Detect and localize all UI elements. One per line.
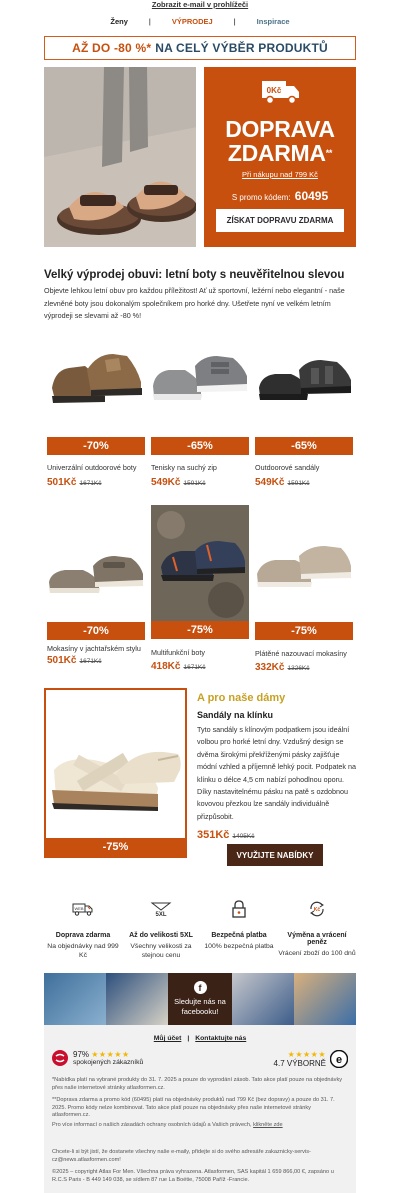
copyright: ©2025 – copyright Atlas For Men. Všechna práva vyhrazena. Atlasformen, SAS kapitál 1 659 866,00 €, zapsáno u R.C.S Paris - B 449 149 038, se sídlem 87 rue La Boétie, 75008 Paříž -Francie. (52, 1169, 334, 1183)
free-line-2: ZDARMA (227, 140, 326, 166)
trusted-shop-icon (330, 1050, 348, 1068)
sandal-feet-illustration (44, 67, 196, 247)
footer (44, 1025, 356, 1193)
privacy-link[interactable]: klikněte zde (253, 1122, 283, 1128)
price-current: 418Kč (151, 661, 181, 672)
featured-heading: A pro naše dámy (197, 692, 286, 704)
truck-label: 0Kč (266, 86, 282, 95)
stars-icon: ★★★★★ (287, 1050, 326, 1059)
stars-icon: ★★★★★ (91, 1050, 130, 1059)
intro-text: Objevte lehkou letní obuv pro každou příležitost! Ať už sportovní, ležérní nebo elegantní - naše zlevněné boty jsou dokonalým společníkem pro horké dny. Ušetřete nyní ve velkém letním výprodeji se slevami až -80 %! (44, 286, 345, 320)
price-old: 1326Kč (287, 665, 310, 672)
product-name: Multifunkční boty (151, 648, 205, 657)
product-image (47, 532, 145, 612)
price-old: 1671Kč (79, 480, 102, 487)
hero-sandals-photo[interactable] (44, 67, 196, 247)
product-price (151, 661, 249, 672)
svg-text:e: e (335, 1054, 343, 1066)
discount-badge: -65% (151, 437, 249, 455)
product-card[interactable] (151, 340, 249, 488)
velcro-sneakers-image (151, 340, 249, 420)
free-line-1: DOPRAVA (225, 116, 335, 142)
product-image (255, 532, 353, 612)
featured-image[interactable] (44, 688, 187, 858)
featured-discount-badge: -75% (46, 838, 185, 856)
satisfaction-label: spokojených zákazníků (73, 1059, 144, 1066)
benefit-returns (278, 898, 356, 960)
top-navigation (0, 9, 400, 33)
product-name: Plátěné nazouvací mokasíny (255, 649, 347, 658)
product-name: Univerzální outdoorové boty (47, 463, 137, 472)
benefit-title: Doprava zdarma (55, 932, 111, 939)
hero-section (44, 67, 356, 247)
legal-note-1: *Nabídka platí na vybrané produkty do 31. 7. 2025 a pouze do vyprodání zásob. Tato akce platí pouze na objednávky přes naše internetové stránky atlasformen.cz. (52, 1077, 343, 1091)
product-image (151, 340, 249, 420)
benefit-free-shipping (44, 898, 122, 960)
featured-name: Sandály na klínku (197, 710, 274, 720)
featured-description: Tyto sandály s klínovým podpatkem jsou ideální volbou pro horké letní dny. Vzdušný design se dvěma širokými překříženými pásky zajišťuje módní vzhled a příjemně lehký pocit. Podpatek na klínku o délce 4,5 cm nabízí pohodlnou oporu. Díky nastavitelnému pásku na patě s ozdobnou kovovou přezkou lze sandály individuálně přizpůsobit. (197, 725, 357, 821)
discount-badge: -75% (151, 621, 249, 639)
discount-badge: -70% (47, 437, 145, 455)
privacy-text: Pro více informací o našich zásadách ochrany osobních údajů a Vašich právech, (52, 1122, 252, 1128)
product-price (151, 477, 249, 488)
free-shipping-title (204, 117, 356, 165)
benefit-sizes (122, 898, 200, 960)
social-photo[interactable] (106, 973, 168, 1025)
section-title: Velký výprodej obuvi: letní boty s neuvěřitelnou slevou (44, 269, 345, 281)
facebook-follow-tile[interactable] (168, 973, 232, 1025)
nav-item-zeny[interactable]: Ženy (110, 16, 128, 26)
discount-badge: -75% (255, 622, 353, 640)
price-current: 351Kč (197, 829, 230, 842)
featured-product (44, 688, 356, 866)
rating-score: 4.7 VÝBORNĚ (273, 1059, 326, 1068)
price-current: 332Kč (255, 662, 285, 673)
price-old: 1405Kč (232, 833, 255, 841)
social-photo[interactable] (232, 973, 294, 1025)
free-sup: ** (325, 148, 333, 158)
price-old: 1591Kč (183, 480, 206, 487)
benefit-desc: 100% bezpečná platba (204, 943, 274, 950)
product-price (47, 477, 145, 488)
privacy-note (52, 1122, 348, 1130)
product-price (255, 477, 353, 488)
review-logo-icon (52, 1050, 68, 1066)
customer-satisfaction[interactable] (52, 1050, 143, 1066)
price-old: 1671Kč (183, 664, 206, 671)
product-card[interactable] (255, 532, 353, 673)
promo-code: 60495 (294, 189, 329, 203)
canvas-loafers-image (255, 532, 353, 612)
sale-banner[interactable] (44, 36, 356, 60)
product-card[interactable] (47, 532, 145, 666)
satisfaction-text (73, 1050, 143, 1066)
size-5xl-icon (150, 900, 172, 918)
price-current: 501Kč (47, 477, 77, 488)
benefit-secure-payment (200, 898, 278, 960)
wedge-sandals-image (46, 690, 185, 838)
delivery-truck-icon (261, 77, 301, 105)
product-name: Tenisky na suchý zip (151, 463, 217, 472)
banner-discount: AŽ DO -80 %* (72, 41, 152, 55)
benefit-title: Bezpečná platba (211, 932, 267, 939)
nav-item-inspirace[interactable]: Inspirace (256, 16, 290, 26)
free-shipping-box (204, 67, 356, 247)
social-photo[interactable] (44, 973, 106, 1025)
min-order-text: Při nákupu nad 799 Kč (242, 170, 318, 179)
contact-link[interactable]: Kontaktujte nás (195, 1035, 247, 1042)
padlock-icon (231, 900, 247, 918)
product-card[interactable] (151, 505, 249, 672)
price-old: 1591Kč (287, 480, 310, 487)
price-old: 1671Kč (79, 658, 102, 665)
benefit-title: Výměna a vrácení peněz (287, 932, 347, 946)
facebook-text: Sledujte nás na facebooku! (174, 997, 226, 1016)
footer-links: Můj účet | Kontaktujte nás (153, 1035, 247, 1042)
product-image (151, 505, 249, 621)
view-in-browser-link[interactable]: Zobrazit e-mail v prohlížeči (151, 0, 249, 9)
my-account-link[interactable]: Můj účet (153, 1035, 182, 1042)
multifunction-shoes-image (151, 505, 249, 621)
benefit-title: Až do velikosti 5XL (129, 932, 193, 939)
address-book-note: Chcete-li si být jistí, že dostanete všechny naše e-maily, přidejte si do svého adresáře zakaznicky-servis-cz@news.atlasformen.com! (52, 1149, 311, 1163)
nav-item-vyprodej[interactable]: VÝPRODEJ (171, 16, 213, 26)
product-price (47, 655, 145, 666)
product-name: Outdoorové sandály (255, 463, 320, 472)
web-truck-icon (72, 901, 94, 917)
featured-price (197, 829, 357, 841)
banner-text: NA CELÝ VÝBĚR PRODUKTŮ (155, 41, 328, 55)
price-current: 549Kč (151, 477, 181, 488)
discount-badge: -65% (255, 437, 353, 455)
svg-text:5XL: 5XL (155, 912, 167, 918)
price-current: 501Kč (47, 655, 77, 666)
product-card[interactable] (255, 340, 353, 488)
trusted-rating[interactable] (274, 1050, 348, 1068)
product-price (255, 662, 353, 673)
product-image (47, 340, 145, 420)
benefit-desc: Vrácení zboží do 100 dnů (278, 950, 356, 957)
outdoor-boots-image (47, 340, 145, 420)
social-photo[interactable] (294, 973, 356, 1025)
benefits-row (44, 898, 356, 960)
benefit-desc: Na objednávky nad 999 Kč (47, 943, 119, 959)
outdoor-sandals-image (255, 340, 353, 420)
product-image (255, 340, 353, 420)
promo-label: S promo kódem: (231, 193, 291, 202)
boat-moccasins-image (47, 532, 145, 612)
featured-text (197, 692, 357, 841)
discount-badge: -70% (47, 622, 145, 640)
facebook-icon: f (194, 981, 207, 994)
nav-separator: | (233, 16, 236, 26)
social-strip (44, 973, 356, 1025)
nav-separator: | (148, 16, 151, 26)
svg-text:WEB: WEB (74, 906, 84, 911)
use-offer-button[interactable]: VYUŽIJTE NABÍDKY (227, 844, 323, 866)
product-name: Mokasíny v jachtařském stylu (47, 644, 141, 653)
exchange-icon (308, 900, 326, 918)
benefit-desc: Všechny velikosti za stejnou cenu (130, 943, 192, 959)
get-free-shipping-button[interactable]: ZÍSKAT DOPRAVU ZDARMA (216, 209, 344, 232)
price-current: 549Kč (255, 477, 285, 488)
promo-code-line (204, 189, 356, 203)
satisfaction-pct: 97% (73, 1050, 90, 1059)
legal-note-2: **Doprava zdarma a promo kód (60495) platí na objednávky produktů nad 799 Kč (bez dopravy) a pouze do 31. 7. 2025. Promo kódy nelze kombinovat. Tato akce platí pouze na objednávky přes naše internetové stránky atlasformen.cz. (52, 1097, 335, 1119)
product-card[interactable] (47, 340, 145, 488)
svg-text:Kč: Kč (313, 907, 321, 913)
